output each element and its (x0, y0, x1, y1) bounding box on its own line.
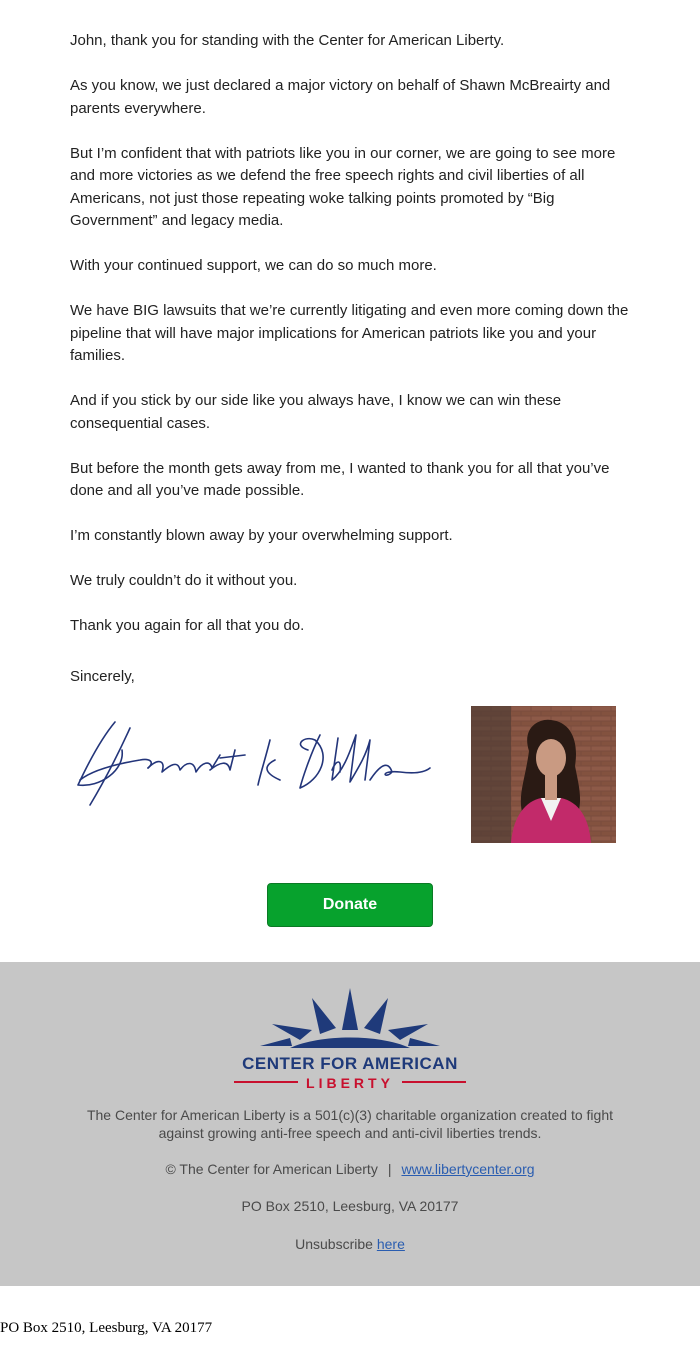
separator: | (387, 1161, 392, 1177)
letter-paragraph: We truly couldn’t do it without you. (70, 572, 298, 589)
copyright-text: © The Center for American Liberty (165, 1161, 378, 1177)
author-photo (471, 706, 616, 843)
letter-paragraph: With your continued support, we can do so much more. (70, 257, 437, 274)
unsubscribe-text: Unsubscribe (295, 1236, 373, 1252)
handwritten-signature (70, 710, 440, 820)
donate-button[interactable]: Donate (267, 883, 433, 927)
letter-paragraph: Thank you again for all that you do. (70, 617, 305, 634)
post-footer-address: PO Box 2510, Leesburg, VA 20177 (0, 1320, 213, 1336)
footer (0, 962, 700, 1286)
unsubscribe-line (0, 1236, 700, 1252)
letter-closing: Sincerely, (70, 667, 135, 685)
logo-line2: LIBERTY (306, 1075, 394, 1091)
footer-address: PO Box 2510, Leesburg, VA 20177 (241, 1198, 459, 1214)
logo-line1: CENTER FOR AMERICAN (242, 1054, 458, 1073)
website-link[interactable]: www.libertycenter.org (401, 1161, 535, 1177)
footer-mission: The Center for American Liberty is a 501(c)(3) charitable organization created to fight against growing anti-free speech and anti-civil liberties trends. (86, 1107, 614, 1141)
letter-paragraph: I’m constantly blown away by your overwhelming support. (70, 527, 453, 544)
unsubscribe-link[interactable]: here (376, 1236, 405, 1252)
footer-copyright-line (0, 1161, 700, 1177)
letter-paragraph: And if you stick by our side like you always have, I know we can win these consequential cases. (70, 392, 562, 432)
letter-paragraph: We have BIG lawsuits that we’re currently litigating and even more coming down the pipeline that will have major implications for American patriots like you and your families. (70, 302, 629, 364)
letter-paragraph: But before the month gets away from me, I wanted to thank you for all that you’ve done and all you’ve made possible. (70, 459, 610, 499)
letter-paragraph: As you know, we just declared a major victory on behalf of Shawn McBreairty and parents everywhere. (70, 77, 611, 117)
signature-row (0, 705, 700, 845)
center-for-american-liberty-logo (220, 984, 480, 1094)
portrait-image (471, 706, 616, 843)
letter-greeting: John, thank you for standing with the Center for American Liberty. (70, 32, 505, 49)
letter-body (70, 30, 640, 711)
letter-paragraph: But I’m confident that with patriots like you in our corner, we are going to see more and more victories as we defend the free speech rights and civil liberties of all Americans, not just those repeating woke talking points promoted by “Big Government” and legacy media. (70, 144, 616, 229)
donate-wrapper (0, 883, 700, 927)
